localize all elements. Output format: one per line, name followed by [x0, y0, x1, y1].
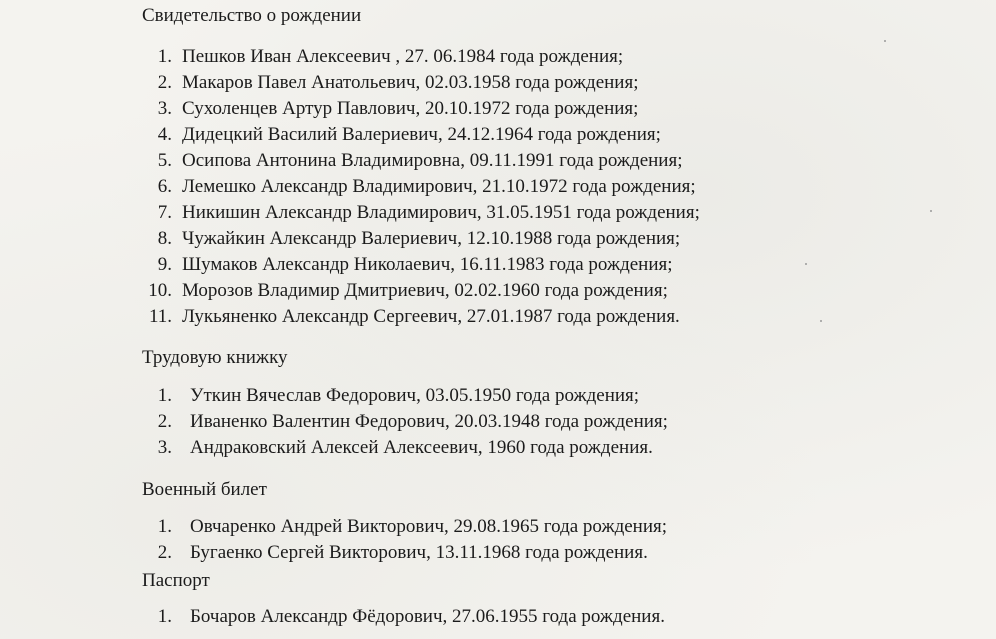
item-text: Морозов Владимир Дмитриевич, 02.02.1960 года рождения;	[182, 280, 668, 301]
item-text: Чужайкин Александр Валериевич, 12.10.1988 года рождения;	[182, 228, 681, 249]
item-number: 1.	[157, 385, 172, 406]
section-title: Паспорт	[142, 570, 210, 591]
item-text: Лемешко Александр Владимирович, 21.10.1972 года рождения;	[182, 176, 696, 197]
list-item	[140, 306, 680, 328]
section-title: Свидетельство о рождении	[142, 5, 362, 26]
item-number: 5.	[157, 150, 172, 171]
item-text: Иваненко Валентин Федорович, 20.03.1948 года рождения;	[190, 411, 668, 432]
item-text: Макаров Павел Анатольевич, 02.03.1958 года рождения;	[182, 72, 639, 93]
list-item	[140, 46, 623, 68]
item-text: Андраковский Алексей Алексеевич, 1960 года рождения.	[190, 437, 653, 458]
item-number: 1.	[157, 46, 172, 67]
item-text: Бугаенко Сергей Викторович, 13.11.1968 года рождения.	[190, 542, 648, 563]
list-item	[140, 98, 638, 120]
section-title: Трудовую книжку	[142, 347, 288, 368]
item-number: 8.	[157, 228, 172, 249]
item-text: Осипова Антонина Владимировна, 09.11.1991 года рождения;	[182, 150, 683, 171]
list-item	[140, 516, 667, 538]
scan-speck	[805, 263, 807, 265]
list-item	[140, 437, 653, 459]
item-number: 3.	[157, 437, 172, 458]
item-text: Бочаров Александр Фёдорович, 27.06.1955 года рождения.	[190, 606, 665, 627]
list-item	[140, 254, 673, 276]
item-text: Пешков Иван Алексеевич , 27. 06.1984 года рождения;	[182, 46, 624, 67]
list-item	[140, 150, 683, 172]
list-item	[140, 72, 639, 94]
list-item	[140, 542, 648, 564]
item-text: Никишин Александр Владимирович, 31.05.1951 года рождения;	[182, 202, 700, 223]
item-number: 6.	[157, 176, 172, 197]
list-item	[140, 411, 668, 433]
list-item	[140, 176, 696, 198]
list-item	[140, 606, 665, 628]
item-text: Уткин Вячеслав Федорович, 03.05.1950 года рождения;	[190, 385, 640, 406]
list-item	[140, 202, 700, 224]
scan-speck	[820, 320, 822, 322]
scan-speck	[930, 210, 932, 212]
scan-speck	[884, 40, 886, 42]
list-item	[140, 280, 668, 302]
item-text: Дидецкий Василий Валериевич, 24.12.1964 года рождения;	[182, 124, 661, 145]
item-number: 4.	[157, 124, 172, 145]
item-number: 2.	[157, 72, 172, 93]
item-number: 10.	[148, 280, 172, 301]
item-number: 1.	[157, 606, 172, 627]
item-text: Шумаков Александр Николаевич, 16.11.1983 года рождения;	[182, 254, 673, 275]
item-text: Лукьяненко Александр Сергеевич, 27.01.1987 года рождения.	[182, 306, 680, 327]
item-number: 3.	[157, 98, 172, 119]
item-number: 1.	[157, 516, 172, 537]
item-text: Сухоленцев Артур Павлович, 20.10.1972 года рождения;	[182, 98, 639, 119]
item-number: 7.	[157, 202, 172, 223]
item-text: Овчаренко Андрей Викторович, 29.08.1965 года рождения;	[190, 516, 668, 537]
list-item	[140, 124, 661, 146]
item-number: 2.	[157, 411, 172, 432]
list-item	[140, 385, 639, 407]
item-number: 11.	[148, 306, 172, 327]
section-title: Военный билет	[142, 479, 267, 500]
item-number: 2.	[157, 542, 172, 563]
list-item	[140, 228, 680, 250]
item-number: 9.	[157, 254, 172, 275]
